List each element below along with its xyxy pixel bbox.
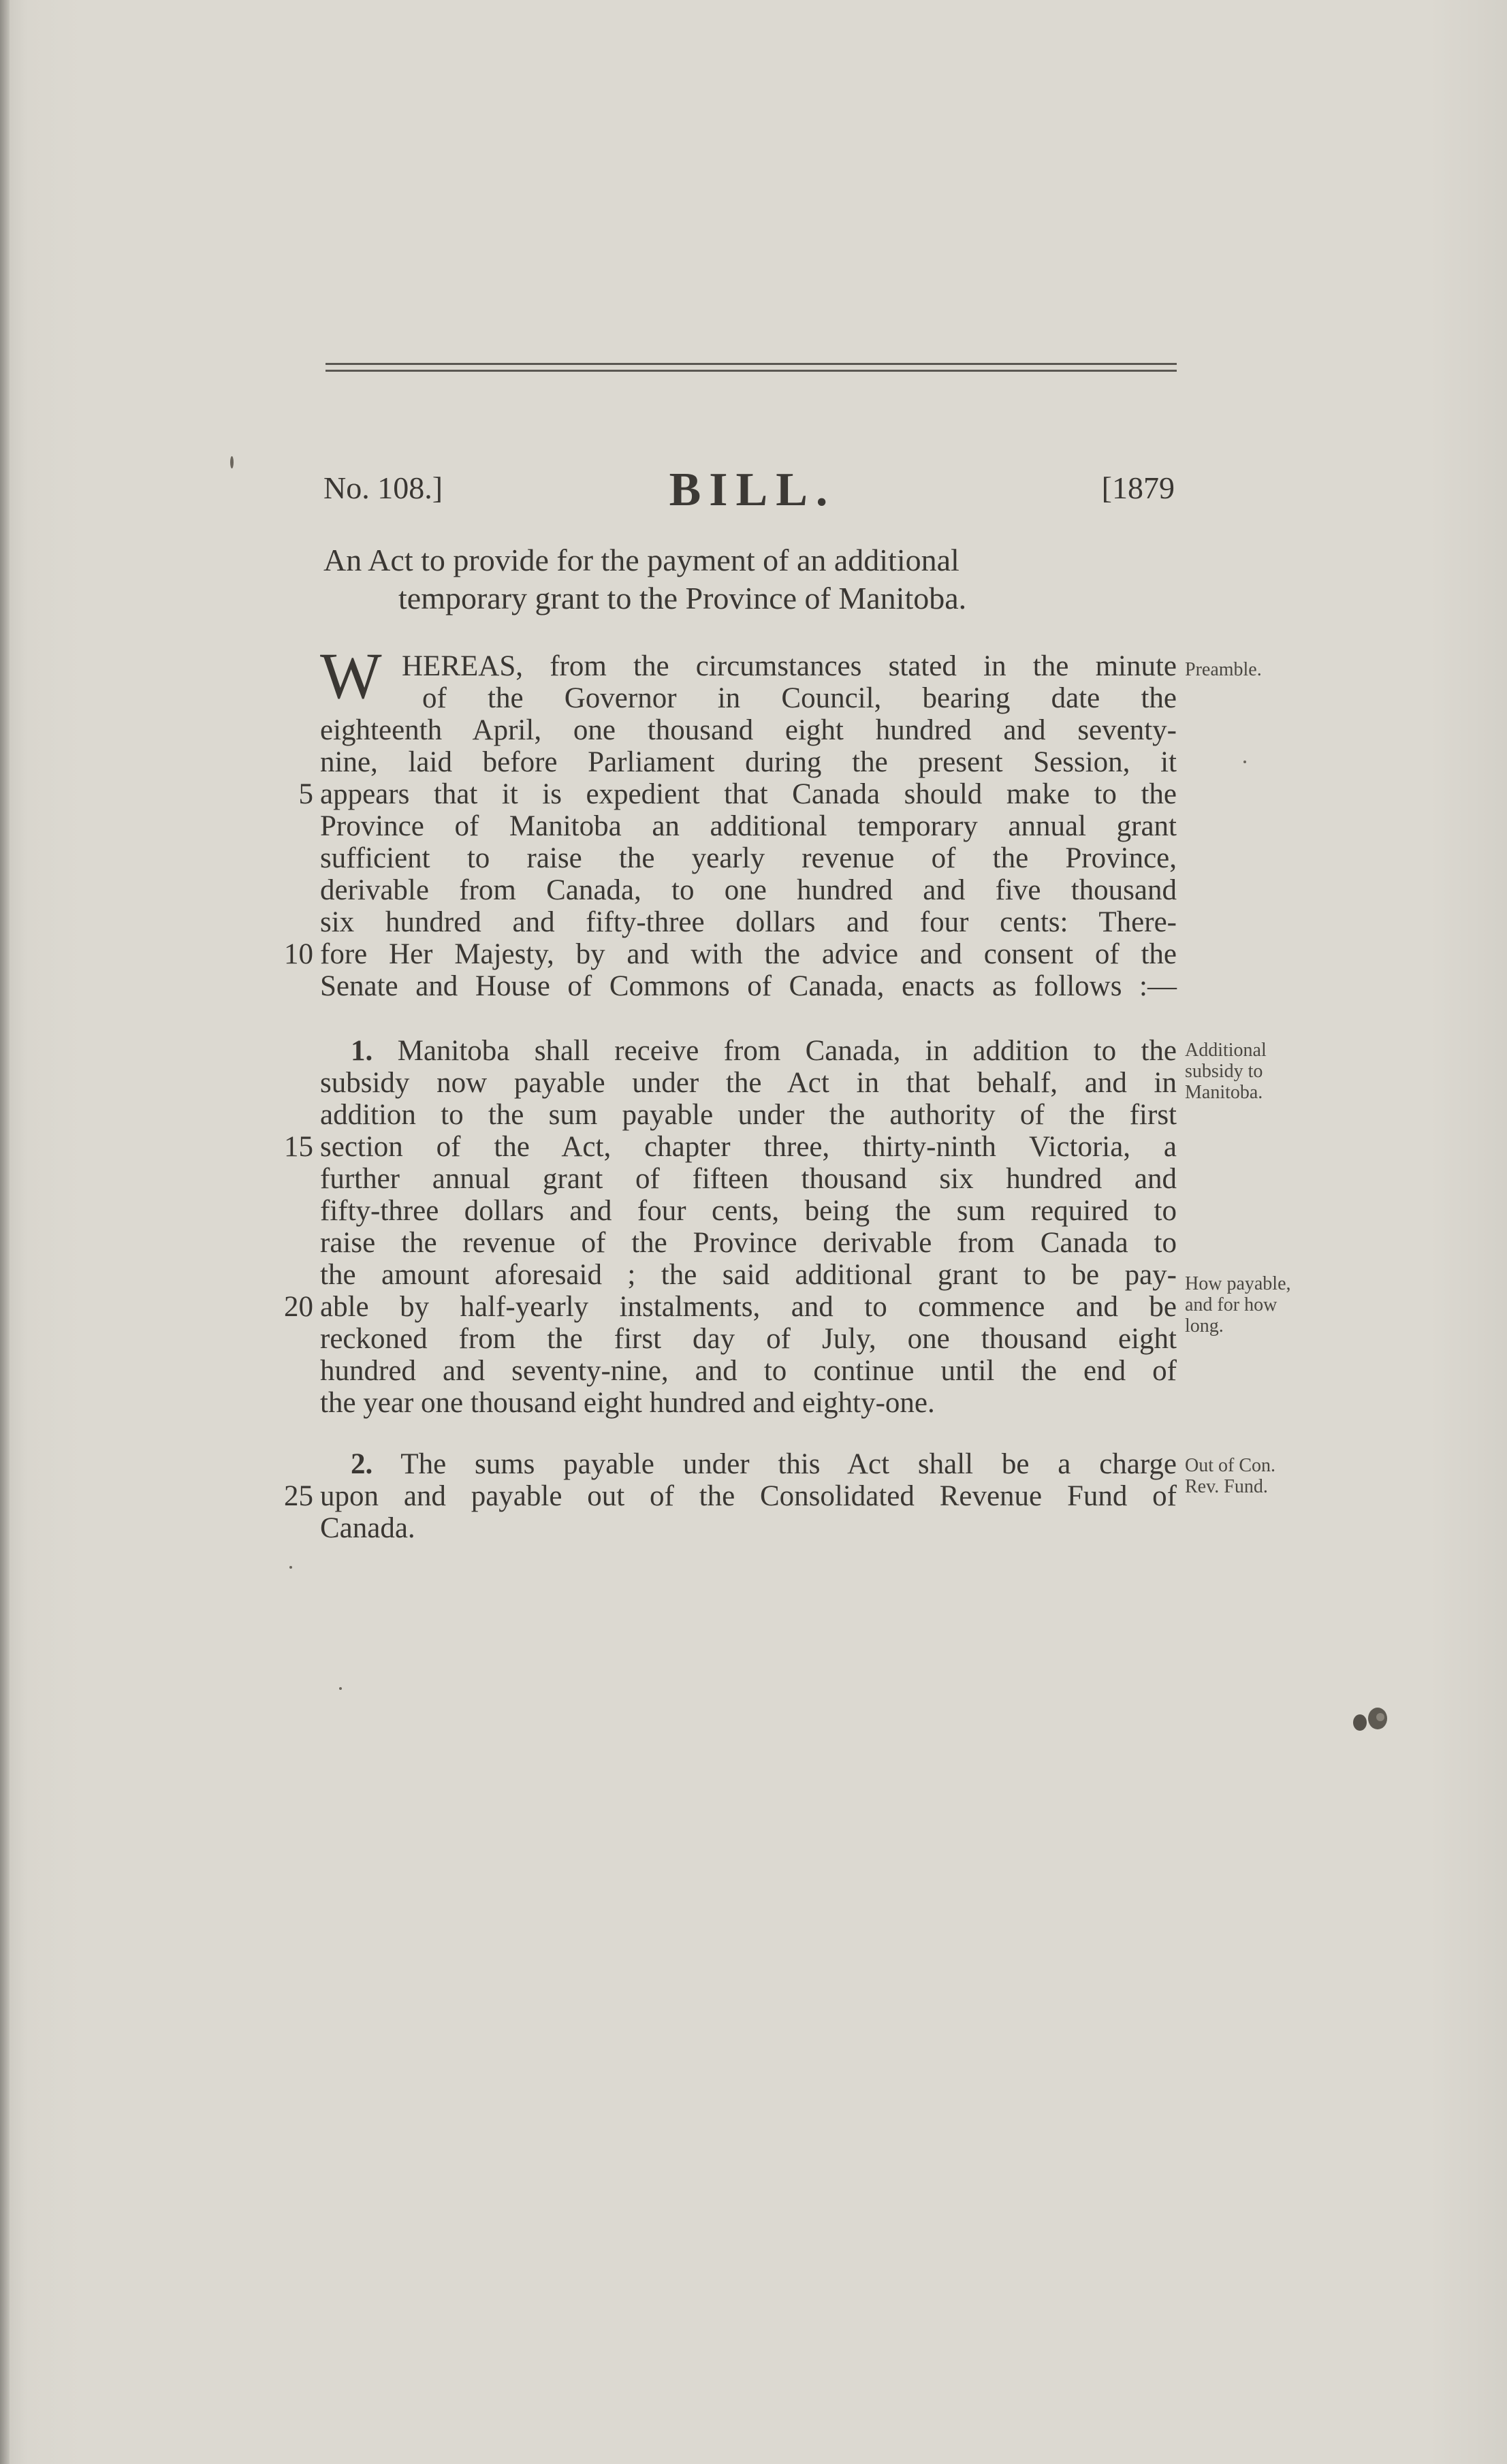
- margin-note-line: Manitoba.: [1185, 1082, 1263, 1103]
- margin-note-line: How payable,: [1185, 1273, 1291, 1294]
- margin-note-line: Rev. Fund.: [1185, 1476, 1268, 1497]
- preamble-line: sufficient to raise the yearly revenue of the Province,: [320, 842, 1177, 874]
- section-1-line: fifty-three dollars and four cents, being the sum required to: [320, 1195, 1177, 1227]
- line-number: 5: [298, 778, 313, 810]
- preamble-line: Province of Manitoba an additional temporary annual grant: [320, 810, 1177, 842]
- section-1-line: section of the Act, chapter three, thirty-ninth Victoria, a: [320, 1131, 1177, 1163]
- margin-note-line: long.: [1185, 1315, 1224, 1337]
- act-title-line-1: An Act to provide for the payment of an additional: [323, 543, 959, 577]
- section-1-text: [320, 1035, 1177, 1419]
- top-rule-upper: [326, 363, 1177, 365]
- margin-note-additional-subsidy: [1185, 1040, 1267, 1103]
- preamble-line: appears that it is expedient that Canada should make to the: [320, 778, 1177, 810]
- margin-note-out-of-fund: [1185, 1455, 1275, 1497]
- preamble-line: Senate and House of Commons of Canada, enacts as follows :—: [320, 970, 1177, 1002]
- preamble-line: nine, laid before Parliament during the present Session, it: [320, 746, 1177, 778]
- margin-note-how-payable: [1185, 1273, 1291, 1337]
- drop-cap: W: [320, 639, 382, 712]
- margin-note-preamble: Preamble.: [1185, 659, 1262, 680]
- section-1-line: addition to the sum payable under the authority of the first: [320, 1099, 1177, 1131]
- bill-year: [1879: [1101, 470, 1175, 505]
- margin-note-line: Out of Con.: [1185, 1455, 1275, 1476]
- bill-number: No. 108.]: [323, 470, 443, 505]
- bill-header: [323, 464, 1175, 524]
- act-title: [323, 541, 1178, 618]
- section-1-line: Manitoba shall receive from Canada, in addition to the: [397, 1035, 1177, 1067]
- paper-speck: [1243, 761, 1246, 763]
- section-1-line: further annual grant of fifteen thousand six hundred and: [320, 1163, 1177, 1195]
- section-1-line: raise the revenue of the Province derivable from Canada to: [320, 1227, 1177, 1259]
- section-1-first-line: [320, 1035, 1177, 1067]
- top-rule-lower: [326, 370, 1177, 372]
- section-1-line: the year one thousand eight hundred and eighty-one.: [320, 1387, 935, 1419]
- section-2-number: 2.: [351, 1448, 373, 1480]
- preamble-line: HEREAS, from the circumstances stated in the minute: [402, 650, 1177, 682]
- margin-note-line: and for how: [1185, 1294, 1278, 1315]
- section-2-text: [320, 1448, 1177, 1544]
- paper-speck: [230, 456, 234, 468]
- preamble-line: derivable from Canada, to one hundred and five thousand: [320, 874, 1177, 906]
- act-title-line-2: temporary grant to the Province of Manitoba.: [398, 581, 967, 615]
- margin-note-line: Additional: [1185, 1040, 1267, 1061]
- ink-stain-mark: [1345, 1702, 1399, 1743]
- line-number: 20: [284, 1291, 313, 1323]
- section-1-line: reckoned from the first day of July, one thousand eight: [320, 1323, 1177, 1355]
- section-1-line: the amount aforesaid ; the said additional grant to be pay-: [320, 1259, 1177, 1291]
- line-number: 10: [284, 938, 313, 970]
- section-1-number: 1.: [351, 1035, 373, 1067]
- line-number: 15: [284, 1131, 313, 1163]
- section-1-line: able by half-yearly instalments, and to commence and be: [320, 1291, 1177, 1323]
- page-edge-shadow: [0, 0, 10, 2464]
- paper-speck: [289, 1566, 292, 1569]
- margin-note-line: subsidy to: [1185, 1061, 1263, 1082]
- section-1-line: hundred and seventy-nine, and to continue until the end of: [320, 1355, 1177, 1387]
- section-2-line: upon and payable out of the Consolidated Revenue Fund of: [320, 1480, 1177, 1512]
- line-number: 25: [284, 1480, 313, 1512]
- preamble-line: six hundred and fifty-three dollars and four cents: There-: [320, 906, 1177, 938]
- section-2-first-line: [320, 1448, 1177, 1480]
- bill-title: BILL.: [669, 464, 836, 516]
- preamble-line: fore Her Majesty, by and with the advice and consent of the: [320, 938, 1177, 970]
- section-2-line: The sums payable under this Act shall be a charge: [400, 1448, 1177, 1480]
- section-1-line: subsidy now payable under the Act in that behalf, and in: [320, 1067, 1177, 1099]
- paper-speck: [339, 1687, 342, 1690]
- section-2-line: Canada.: [320, 1512, 415, 1544]
- preamble-line: of the Governor in Council, bearing date the: [422, 682, 1177, 714]
- preamble-text: [320, 650, 1177, 1002]
- preamble-line: eighteenth April, one thousand eight hundred and seventy-: [320, 714, 1177, 746]
